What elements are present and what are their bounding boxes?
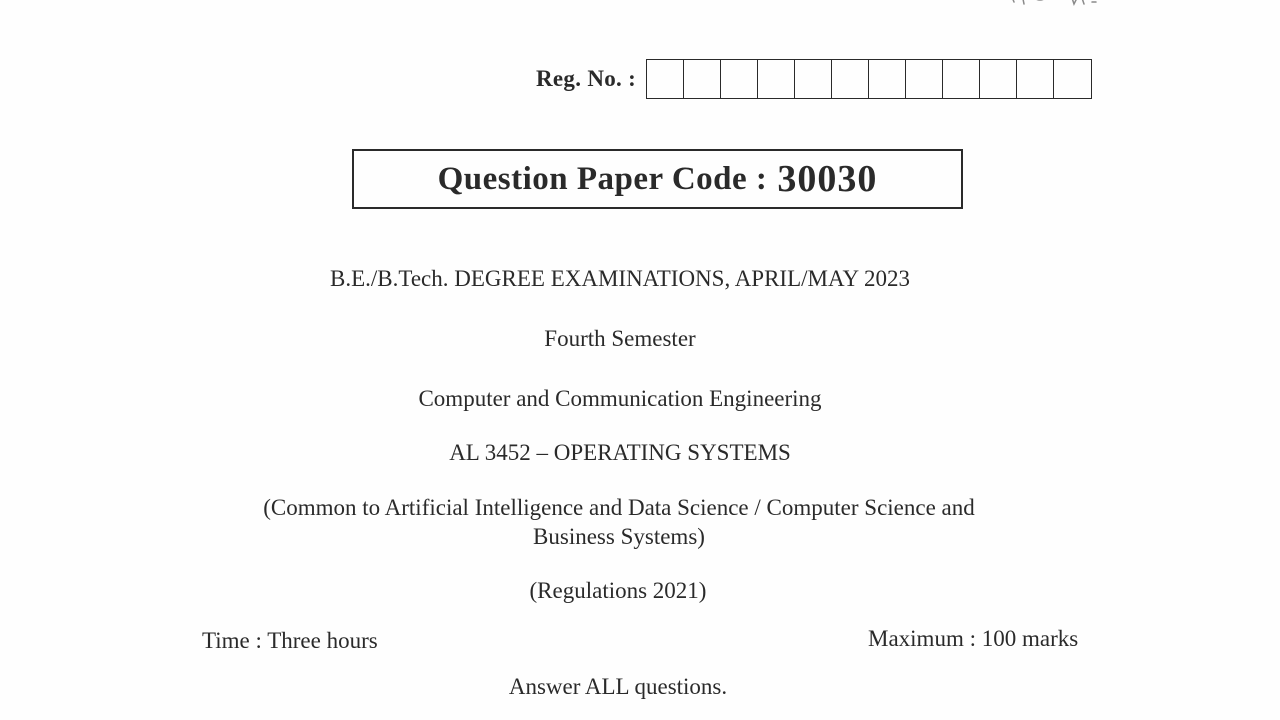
subject: AL 3452 – OPERATING SYSTEMS — [449, 440, 791, 465]
maximum-marks: Maximum : 100 marks — [868, 626, 1079, 651]
reg-number-boxes — [646, 59, 1092, 99]
reg-number-digit-box[interactable] — [869, 60, 906, 98]
exam-title: B.E./B.Tech. DEGREE EXAMINATIONS, APRIL/MAY 2023 — [330, 266, 910, 291]
handwritten-annotation — [1000, 0, 1200, 12]
common-to-line-2: Business Systems) — [533, 524, 705, 549]
semester: Fourth Semester — [544, 326, 696, 351]
branch: Computer and Communication Engineering — [418, 386, 822, 411]
regulations: (Regulations 2021) — [529, 578, 707, 603]
reg-number-digit-box[interactable] — [684, 60, 721, 98]
question-paper-code-label: Question Paper Code : — [437, 160, 768, 197]
reg-number-digit-box[interactable] — [980, 60, 1017, 98]
common-to-line-1: (Common to Artificial Intelligence and Data Science / Computer Science and — [263, 495, 975, 520]
reg-number-digit-box[interactable] — [906, 60, 943, 98]
reg-number-digit-box[interactable] — [943, 60, 980, 98]
reg-number-digit-box[interactable] — [832, 60, 869, 98]
instruction: Answer ALL questions. — [508, 674, 728, 699]
reg-number-digit-box[interactable] — [1017, 60, 1054, 98]
reg-number-digit-box[interactable] — [721, 60, 758, 98]
question-paper-code-value: 30030 — [777, 158, 878, 200]
reg-number-digit-box[interactable] — [647, 60, 684, 98]
reg-number-row — [536, 58, 1092, 99]
question-paper-code-box — [352, 149, 963, 209]
reg-number-label: Reg. No. : — [536, 65, 637, 91]
reg-number-digit-box[interactable] — [795, 60, 832, 98]
reg-number-digit-box[interactable] — [1054, 60, 1091, 98]
time-allowed: Time : Three hours — [202, 628, 378, 653]
reg-number-digit-box[interactable] — [758, 60, 795, 98]
